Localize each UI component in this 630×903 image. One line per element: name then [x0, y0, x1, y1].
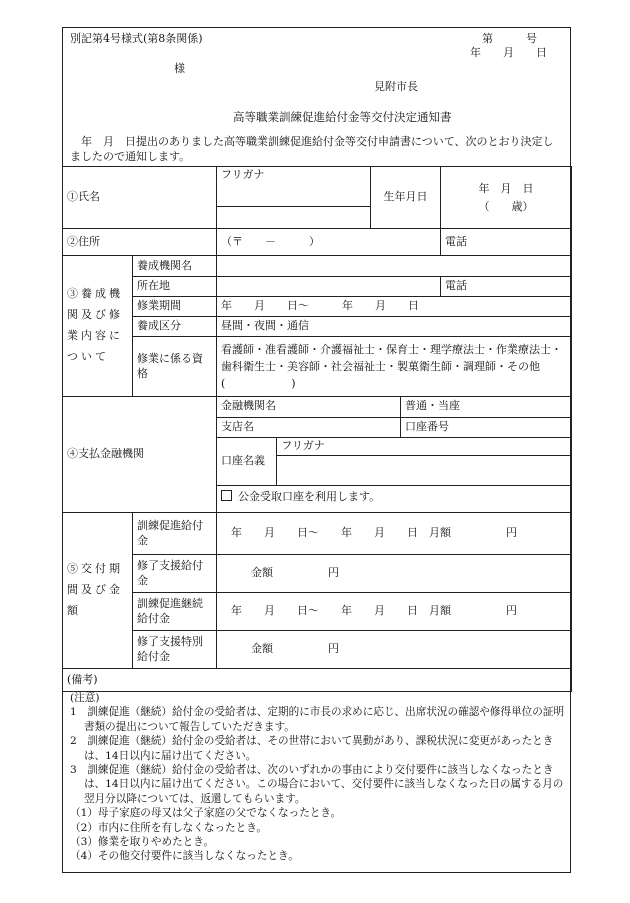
section3-label-text: ③養成機関及び修業内容について: [67, 287, 123, 363]
document-date-label: 年 月 日: [470, 46, 547, 59]
branch-label: 支店名: [217, 417, 400, 437]
bank-table: [217, 397, 571, 509]
bank-block: [217, 397, 572, 513]
issuer: 見附市長: [374, 80, 418, 93]
note-2: 2 訓練促進（継続）給付金の受給者は、その世帯において異動があり、課税状況に変更があったときは、14日以内に届け出てください。: [70, 735, 554, 762]
course-type-value: 昼間・夜間・通信: [217, 317, 572, 337]
notes-section: [70, 691, 565, 864]
furigana-label: フリガナ: [217, 167, 371, 207]
grant1-label: 訓練促進給付金: [133, 513, 217, 555]
grant2-label: 修了支援給付金: [133, 555, 217, 593]
grant2-value: 金額 円: [217, 555, 572, 593]
grant4-label: 修了支援特別給付金: [133, 631, 217, 669]
bank-name-label: 金融機関名: [217, 397, 400, 417]
note-1: 1 訓練促進（継続）給付金の受給者は、定期的に市長の求めに応じ、出席状況の確認や修得単位の証明書類の提出について報告していただきます。: [70, 706, 565, 733]
account-type-label: 普通・当座: [400, 397, 571, 417]
grant1-value: 年 月 日～ 年 月 日 月額 円: [217, 513, 572, 555]
school-phone-label: 電話: [441, 277, 572, 297]
holder-furigana: フリガナ: [277, 437, 571, 455]
remarks: (備考): [63, 669, 572, 692]
grant3-value: 年 月 日～ 年 月 日 月額 円: [217, 593, 572, 631]
public-account-checkbox[interactable]: [221, 490, 232, 501]
qualification-value: 看護師・准看護師・介護福祉士・保育士・理学療法士・作業療法士・歯科衛生士・美容師・社会福祉士・製菓衛生師・調理師・その他( ): [217, 337, 572, 397]
grant4-value: 金額 円: [217, 631, 572, 669]
note-3-2: （2）市内に住所を有しなくなったとき。: [70, 821, 268, 834]
qualification-label: 修業に係る資格: [133, 337, 217, 397]
period-value: 年 月 日～ 年 月 日: [217, 297, 572, 317]
public-account-text: 公金受取口座を利用します。: [238, 489, 381, 503]
notes-heading: (注意): [70, 692, 100, 704]
holder-label: 口座名義: [217, 437, 277, 485]
note-3-4: （4）その他交付要件に該当しなくなったとき。: [70, 850, 299, 863]
form-number: 別記第4号様式(第8条関係): [70, 32, 203, 45]
note-3-1: （1）母子家庭の母又は父子家庭の父でなくなったとき。: [70, 807, 342, 820]
account-number-label: 口座番号: [400, 417, 571, 437]
section3-label: [63, 256, 133, 397]
section5-label-text: ⑤交付期間及び金額: [67, 562, 123, 617]
address-label: ②住所: [63, 229, 217, 256]
public-account-row: [217, 485, 571, 509]
birth-date: 年 月 日: [478, 181, 534, 195]
grant3-label: 訓練促進継続給付金: [133, 593, 217, 631]
note-3: 3 訓練促進（継続）給付金の受給者は、次のいずれかの事由により交付要件に該当しなくなったときは、14日以内に届け出てください。この場合において、交付要件に該当しなくなった日の属する月の翌月分以降については、返還してもらいます。: [70, 764, 564, 805]
address-phone-label: 電話: [441, 229, 572, 256]
addressee-suffix: 様: [174, 62, 185, 75]
name-label: ①氏名: [63, 167, 217, 229]
location-value: [217, 277, 441, 297]
postal-code: （〒 － ）: [217, 229, 441, 256]
decision-table: [62, 166, 572, 692]
birth-age: （ 歳）: [478, 199, 534, 213]
section4-label: ④支払金融機関: [63, 397, 217, 513]
note-3-3: （3）修業を取りやめたとき。: [70, 836, 215, 849]
document-number-label: 第 号: [482, 32, 537, 45]
birth-value: [441, 167, 572, 229]
period-label: 修業期間: [133, 297, 217, 317]
document-title: 高等職業訓練促進給付金等交付決定通知書: [233, 110, 452, 124]
section5-label: [63, 513, 133, 669]
birth-label: 生年月日: [371, 167, 441, 229]
holder-name-input: [277, 455, 571, 485]
course-type-label: 養成区分: [133, 317, 217, 337]
name-input: [217, 207, 371, 229]
school-name-value: [217, 256, 572, 277]
school-name-label: 養成機関名: [133, 256, 217, 277]
intro-text: 年 月 日提出のありました高等職業訓練促進給付金等交付申請書について、次のとおり決定しましたので通知します。: [70, 135, 554, 163]
location-label: 所在地: [133, 277, 217, 297]
